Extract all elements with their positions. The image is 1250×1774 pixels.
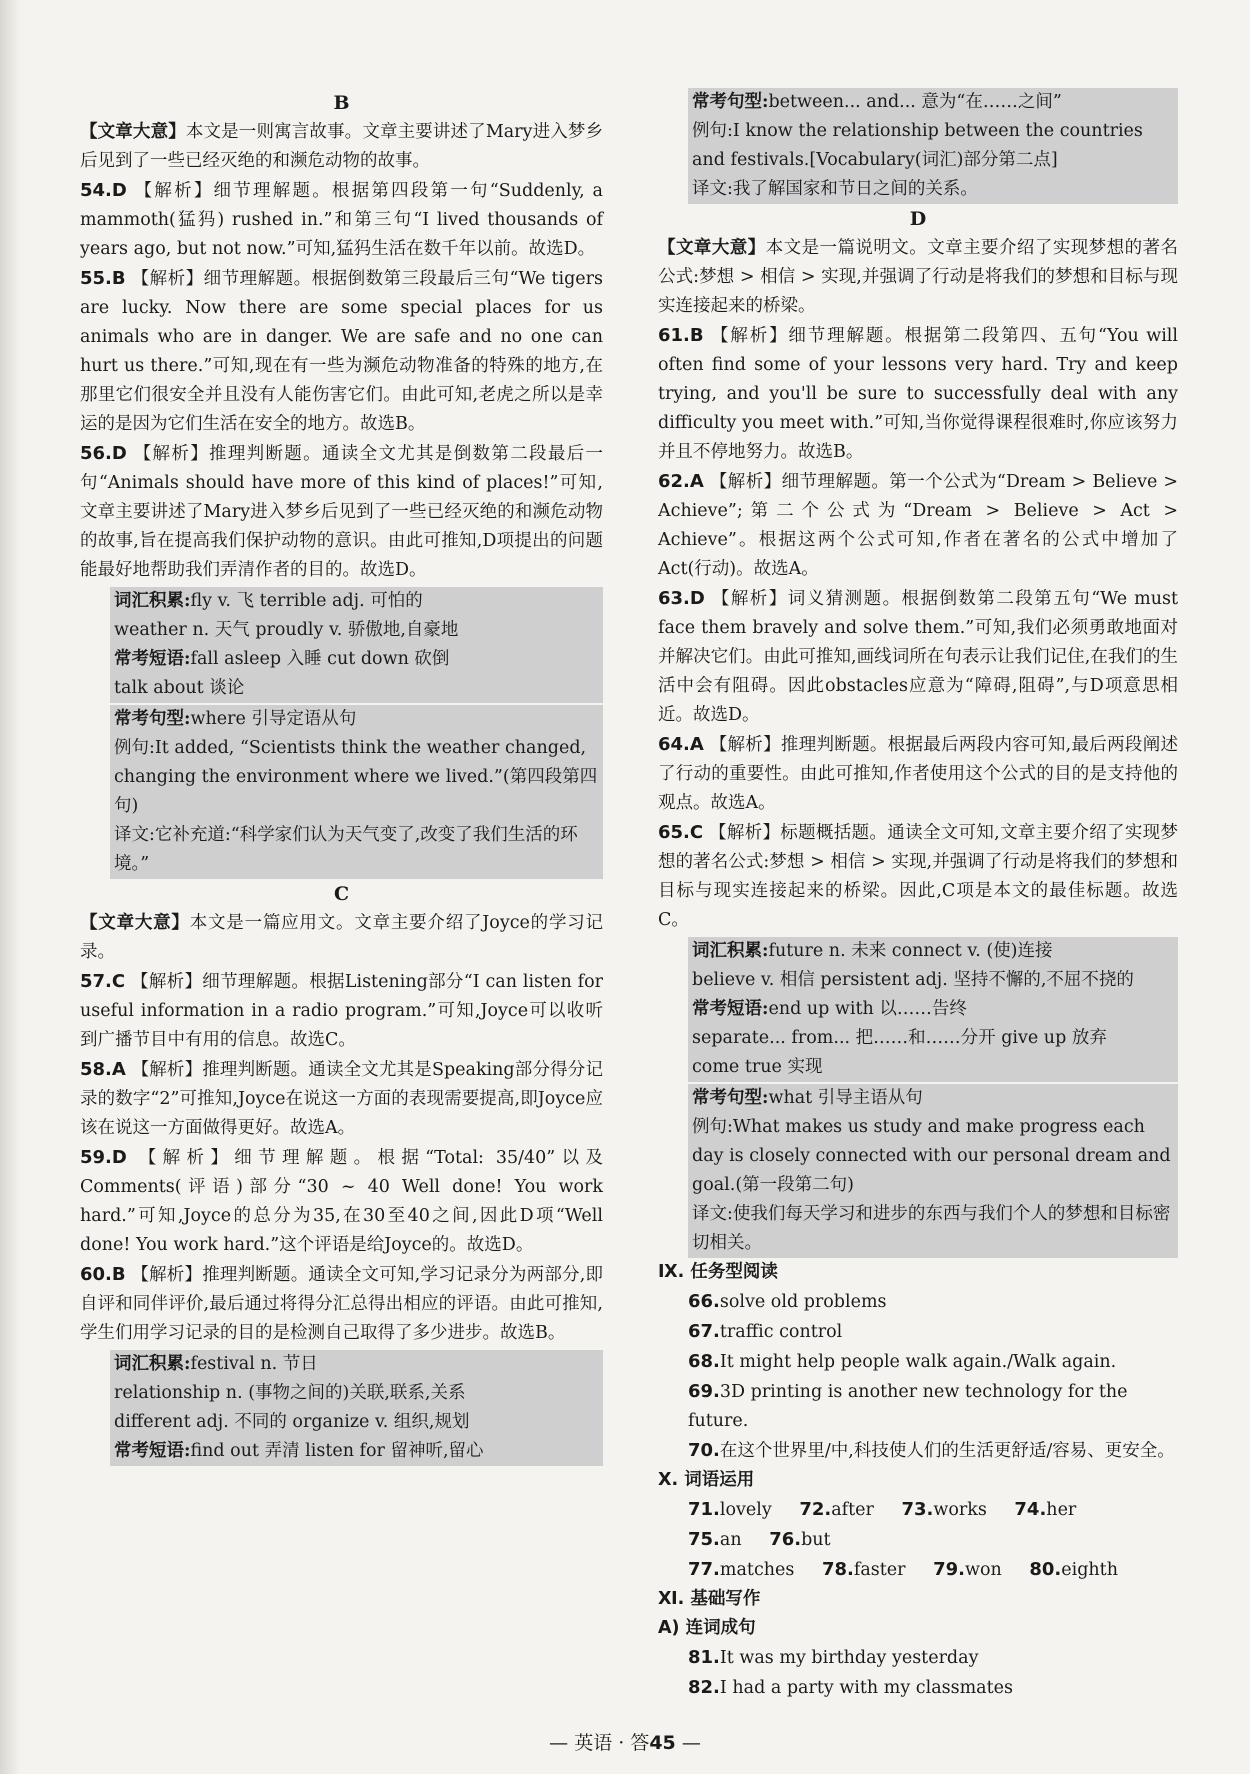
section-11-heading: Ⅺ. 基础写作 [658, 1589, 761, 1609]
c-vocab-box: 词汇积累:festival n. 节日 relationship n. (事物之间的)关联,联系,关系 different adj. 不同的 organize v. 组织,规划 常考短语:find out 弄清 listen for 留神听,留心 [110, 1350, 603, 1466]
answer-64: 64.A 【解析】推理判断题。根据最后两段内容可知,最后两段阐述了行动的重要性。由此可推知,作者使用这个公式的目的是支持他的观点。故选A。 [658, 734, 1178, 813]
answer-62: 62.A 【解析】细节理解题。第一个公式为“Dream > Believe > Achieve”;第二个公式为“Dream > Believe > Act > Achieve”。根据这两个公式可知,作者在著名的公式中增加了Act(行动)。故选A。 [658, 471, 1178, 579]
answer-73: 73.works [901, 1499, 987, 1520]
d-summary: 【文章大意】本文是一篇说明文。文章主要介绍了实现梦想的著名公式:梦想 > 相信 > 实现,并强调了行动是将我们的梦想和目标与现实连接起来的桥梁。 [658, 238, 1179, 316]
section-d-heading: D [909, 208, 927, 230]
answer-65: 65.C 【解析】标题概括题。通读全文可知,文章主要介绍了实现梦想的著名公式:梦想 > 相信 > 实现,并强调了行动是将我们的梦想和目标与现实连接起来的桥梁。因此,C项是本文的最佳标题。故选C。 [658, 822, 1178, 930]
d-vocab-box: 词汇积累:future n. 未来 connect v. (使)连接 believe v. 相信 persistent adj. 坚持不懈的,不屈不挠的 常考短语:end up with 以……告终 separate... from... 把……和……分开 give up 放弃 come true 实现 [688, 937, 1178, 1082]
answer-79: 79.won [933, 1559, 1002, 1580]
answer-66: 66.solve old problems [688, 1291, 887, 1312]
answer-59: 59.D 【解析】细节理解题。根据“Total: 35/40”以及Comments(评语)部分“30 ~ 40 Well done! You work hard.”可知,Joyce的总分为35,在30至40之间,因此D项“Well done! You work hard.”这个评语是给Joyce的。故选D。 [80, 1147, 603, 1255]
word-use-row-1 [688, 1495, 1178, 1555]
b-vocab-box: 词汇积累:fly v. 飞 terrible adj. 可怕的 weather n. 天气 proudly v. 骄傲地,自豪地 常考短语:fall asleep 入睡 cut down 砍倒 talk about 谈论 [110, 587, 603, 703]
left-column [80, 88, 603, 1466]
section-9-heading: Ⅸ. 任务型阅读 [658, 1262, 778, 1282]
page-footer: — 英语 · 答45 — [549, 1732, 701, 1754]
d-sentence-box: 常考句型:what 引导主语从句 例句:What makes us study and make progress each day is closely connected with our personal dream and goal.(第一段第二句) 译文:使我们每天学习和进步的东西与我们个人的梦想和目标密切相关。 [688, 1084, 1178, 1258]
answer-55: 55.B 【解析】细节理解题。根据倒数第三段最后三句“We tigers are lucky. Now there are some special places for us animals who are in danger. We are safe and no one can hurt us there.”可知,现在有一些为濒危动物准备的特殊的地方,在那里它们很安全并且没有人能伤害它们。由此可知,老虎之所以是幸运的是因为它们生活在安全的地方。故选B。 [80, 268, 603, 434]
answer-68: 68.It might help people walk again./Walk again. [688, 1351, 1117, 1372]
b-sentence-box: 常考句型:where 引导定语从句 例句:It added, “Scientists think the weather changed, changing the environment where we lived.”(第四段第四句) 译文:它补充道:“科学家们认为天气变了,改变了我们生活的环境。” [110, 705, 603, 879]
answer-74: 74.her [1014, 1499, 1077, 1520]
c-sentence-box: 常考句型:between... and... 意为“在……之间” 例句:I know the relationship between the countries and festivals.[Vocabulary(词汇)部分第二点] 译文:我了解国家和节日之间的关系。 [688, 88, 1178, 204]
task-reading-answers [658, 1287, 1178, 1466]
answer-58: 58.A 【解析】推理判断题。通读全文尤其是Speaking部分得分记录的数字“2”可推知,Joyce在说这一方面的表现需要提高,即Joyce应该在说这一方面做得更好。故选A。 [80, 1059, 603, 1138]
answer-57: 57.C 【解析】细节理解题。根据Listening部分“I can listen for useful information in a radio program.”可知,Joyce可以收听到广播节目中有用的信息。故选C。 [80, 971, 603, 1050]
page-number: 45 [649, 1732, 676, 1754]
c-summary: 【文章大意】本文是一篇应用文。文章主要介绍了Joyce的学习记录。 [80, 913, 604, 962]
word-use-answers [658, 1495, 1178, 1585]
answer-54: 54.D 【解析】细节理解题。根据第四段第一句“Suddenly, a mammoth(猛犸) rushed in.”和第三句“I lived thousands of years ago, but not now.”可知,猛犸生活在数千年以前。故选D。 [80, 180, 603, 259]
b-summary: 【文章大意】本文是一则寓言故事。文章主要讲述了Mary进入梦乡后见到了一些已经灭绝的和濒危动物的故事。 [80, 122, 604, 171]
answer-61: 61.B 【解析】细节理解题。根据第二段第四、五句“You will often find some of your lessons very hard. Try and keep trying, and you'll be sure to successfully deal with any difficulty you meet with.”可知,当你觉得课程很难时,你应该努力并且不停地努力。故选B。 [658, 325, 1178, 462]
page-fold-shadow [0, 0, 20, 1774]
answer-69: 69.3D printing is another new technology for the future. [688, 1381, 1128, 1431]
answer-56: 56.D 【解析】推理判断题。通读全文尤其是倒数第二段最后一句“Animals should have more of this kind of places!”可知,文章主要讲述了Mary进入梦乡后见到了一些已经灭绝的和濒危动物的故事,旨在提高我们保护动物的意识。由此可推知,D项提出的问题能最好地帮助我们弄清作者的目的。故选D。 [80, 443, 603, 580]
answer-71: 71.lovely [688, 1499, 772, 1520]
answer-75: 75.an [688, 1529, 742, 1550]
answer-77: 77.matches [688, 1559, 795, 1580]
section-10-heading: Ⅹ. 词语运用 [658, 1470, 755, 1490]
answer-70: 70.在这个世界里/中,科技使人们的生活更舒适/容易、更安全。 [688, 1440, 1175, 1461]
answer-60: 60.B 【解析】推理判断题。通读全文可知,学习记录分为两部分,即自评和同伴评价,最后通过将得分汇总得出相应的评语。由此可推知,学生们用学习记录的目的是检测自己取得了多少进步。故选B。 [80, 1264, 603, 1343]
section-b-heading: B [333, 92, 350, 114]
answer-67: 67.traffic control [688, 1321, 843, 1342]
answer-80: 80.eighth [1029, 1559, 1118, 1580]
answer-82: 82.I had a party with my classmates [688, 1677, 1013, 1698]
writing-answers [658, 1643, 1178, 1703]
answer-63: 63.D 【解析】词义猜测题。根据倒数第二段第五句“We must face them bravely and solve them.”可知,我们必须勇敢地面对并解决它们。由此可推知,画线词所在句表示让我们记住,在我们的生活中会有阻碍。因此obstacles应意为“障碍,阻碍”,与D项意思相近。故选D。 [658, 588, 1178, 725]
answer-81: 81.It was my birthday yesterday [688, 1647, 979, 1668]
subsection-a-heading: A) 连词成句 [658, 1618, 756, 1638]
right-column [658, 88, 1178, 1703]
answer-72: 72.after [799, 1499, 874, 1520]
answer-78: 78.faster [821, 1559, 906, 1580]
word-use-row-2 [688, 1555, 1178, 1585]
answer-76: 76.but [769, 1529, 831, 1550]
section-c-heading: C [333, 883, 350, 905]
